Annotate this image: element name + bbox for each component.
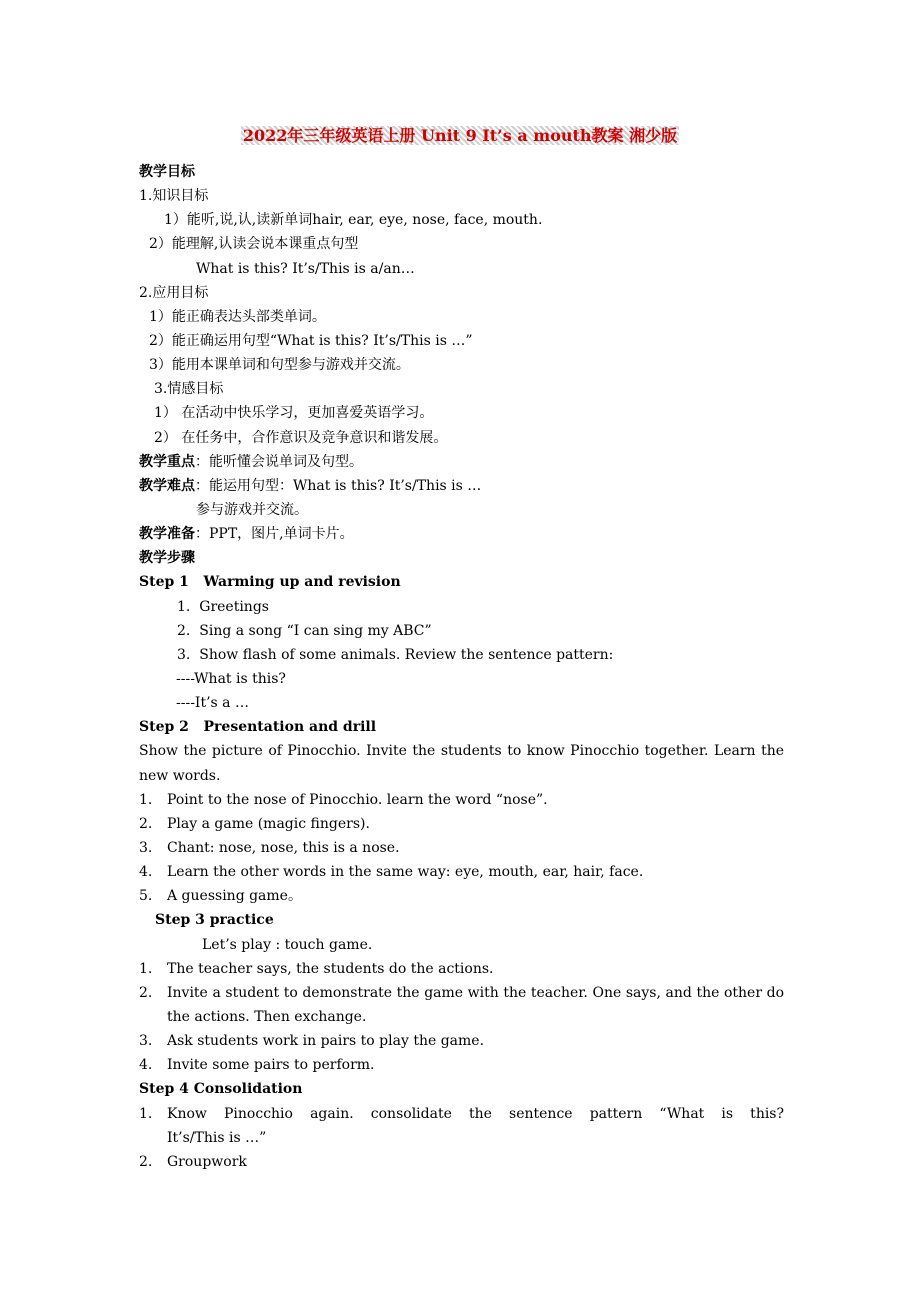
step4-item-1: 1. Know Pinocchio again. consolidate the sentence pattern “What is this?: [139, 1105, 784, 1122]
step1-item-3: 3. Show flash of some animals. Review the sentence pattern:: [177, 646, 614, 663]
step2-item-3: 3. Chant: nose, nose, this is a nose.: [139, 839, 400, 856]
step2-item-1: 1. Point to the nose of Pinocchio. learn the word “nose”.: [139, 791, 548, 808]
key-points-label: 教学重点: [139, 453, 195, 470]
step3-heading: Step 3 practice: [155, 912, 274, 929]
preparation-text: ：PPT，图片,单词卡片。: [195, 526, 354, 543]
knowledge-heading: 1.知识目标: [139, 188, 209, 205]
step1-item-2: 2. Sing a song “I can sing my ABC”: [177, 622, 432, 639]
step3-subheading: Let’s play : touch game.: [202, 936, 373, 953]
objectives-heading: 教学目标: [139, 164, 195, 180]
emotion-heading: 3.情感目标: [154, 381, 224, 398]
knowledge-item-1: 1）能听,说,认,读新单词hair, ear, eye, nose, face, mouth.: [164, 212, 543, 229]
preparation: [139, 522, 784, 546]
step2-item-5: 5. A guessing game。: [139, 888, 302, 905]
step3-item-3: 3. Ask students work in pairs to play the game.: [139, 1033, 485, 1050]
key-points-text: ：能听懂会说单词及句型。: [195, 453, 363, 470]
emotion-item-1: 1） 在活动中快乐学习，更加喜爱英语学习。: [154, 405, 434, 422]
emotion-item-2: 2） 在任务中，合作意识及竞争意识和谐发展。: [154, 429, 448, 446]
difficulties-label: 教学难点: [139, 477, 195, 494]
application-item-2: 2）能正确运用句型“What is this? It’s/This is …”: [149, 332, 473, 349]
step3-item-1: 1. The teacher says, the students do the actions.: [139, 960, 494, 977]
step4-item-2: 2. Groupwork: [139, 1153, 247, 1170]
document-title: 2022年三年级英语上册 Unit 9 It’s a mouth教案 湘少版: [242, 126, 678, 145]
step1-heading: Step 1 Warming up and revision: [139, 574, 401, 591]
difficulties-text-2: 参与游戏并交流。: [196, 501, 308, 518]
key-points: [139, 450, 784, 474]
step3-item-2: 2. Invite a student to demonstrate the game with the teacher. One says, and the other do the actions. Then exchange.: [139, 984, 784, 1025]
step1-dialog-2: ----It’s a …: [176, 695, 249, 712]
sentence-pattern: What is this? It’s/This is a/an…: [196, 260, 415, 277]
step1-dialog-1: ----What is this?: [176, 670, 286, 687]
document-body: [139, 160, 784, 1174]
steps-heading: 教学步骤: [139, 550, 195, 567]
preparation-label: 教学准备: [139, 526, 195, 543]
step2-intro: Show the picture of Pinocchio. Invite the students to know Pinocchio together. Learn the new words.: [139, 743, 784, 784]
step2-heading: Step 2 Presentation and drill: [139, 719, 377, 736]
step2-item-2: 2. Play a game (magic fingers).: [139, 815, 370, 832]
step4-item-1-cont: It’s/This is …”: [167, 1129, 267, 1146]
step2-item-4: 4. Learn the other words in the same way: eye, mouth, ear, hair, face.: [139, 864, 644, 881]
step4-heading: Step 4 Consolidation: [139, 1081, 303, 1098]
step1-item-1: 1. Greetings: [177, 598, 269, 615]
application-heading: 2.应用目标: [139, 284, 209, 301]
application-item-1: 1）能正确表达头部类单词。: [149, 308, 326, 325]
difficulties-text: ：能运用句型：What is this? It’s/This is …: [195, 477, 482, 494]
application-item-3: 3）能用本课单词和句型参与游戏并交流。: [149, 357, 410, 374]
knowledge-item-2: 2）能理解,认读会说本课重点句型: [149, 236, 359, 253]
step3-item-4: 4. Invite some pairs to perform.: [139, 1057, 375, 1074]
difficulties: [139, 474, 784, 498]
